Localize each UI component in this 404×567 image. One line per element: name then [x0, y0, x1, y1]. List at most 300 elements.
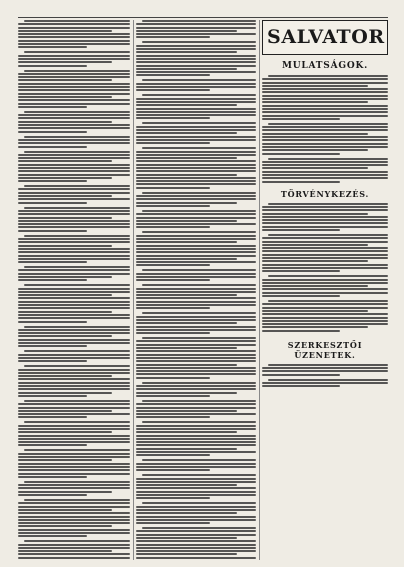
text-line — [18, 157, 130, 159]
text-line — [262, 82, 388, 84]
text-line — [18, 382, 130, 384]
text-line — [268, 158, 388, 160]
text-line — [136, 344, 256, 346]
text-line — [262, 317, 388, 319]
text-line — [18, 195, 112, 197]
text-line — [18, 304, 130, 306]
text-line — [262, 285, 368, 287]
text-line — [18, 413, 130, 415]
article-paragraph — [18, 20, 130, 48]
text-line — [268, 275, 388, 277]
text-line — [18, 213, 130, 215]
text-line — [262, 216, 388, 218]
text-line — [136, 98, 256, 100]
text-line — [18, 139, 130, 141]
text-line — [18, 410, 112, 412]
text-line — [18, 36, 130, 38]
article-paragraph — [136, 269, 256, 281]
text-line — [18, 522, 130, 524]
text-line — [18, 416, 87, 418]
text-line — [136, 126, 256, 128]
text-line — [136, 151, 256, 153]
text-line — [136, 377, 210, 379]
text-line — [262, 143, 388, 145]
text-line — [24, 185, 130, 187]
text-line — [136, 350, 256, 352]
text-line — [136, 519, 256, 521]
text-line — [262, 385, 340, 387]
article-paragraph — [262, 123, 388, 155]
text-line — [136, 174, 237, 176]
text-line — [18, 241, 130, 243]
text-line — [18, 311, 112, 313]
text-line — [18, 121, 112, 123]
text-line — [136, 516, 256, 518]
text-line — [18, 388, 130, 390]
text-line — [262, 310, 368, 312]
text-line — [262, 254, 388, 256]
text-line — [24, 540, 130, 542]
text-line — [136, 177, 256, 179]
text-line — [136, 276, 256, 278]
text-line — [136, 170, 256, 172]
article-paragraph — [18, 481, 130, 496]
text-line — [262, 111, 388, 113]
text-line — [136, 537, 237, 539]
article-paragraph — [136, 231, 256, 266]
text-line — [24, 481, 130, 483]
text-line — [18, 43, 130, 45]
article-paragraph — [18, 111, 130, 133]
text-line — [136, 553, 237, 555]
text-line — [136, 547, 256, 549]
text-line — [136, 466, 256, 468]
text-line — [18, 469, 130, 471]
column-divider — [133, 20, 134, 560]
text-line — [24, 207, 130, 209]
section-heading: MULATSÁGOK. — [281, 61, 369, 71]
text-line — [18, 99, 130, 101]
text-line — [268, 364, 388, 366]
text-line — [262, 244, 368, 246]
text-line — [136, 416, 210, 418]
text-line — [18, 276, 112, 278]
text-line — [136, 104, 237, 106]
text-line — [18, 335, 112, 337]
text-line — [136, 497, 210, 499]
article-paragraph — [262, 300, 388, 332]
text-line — [18, 378, 130, 380]
article-paragraph — [262, 75, 388, 120]
text-line — [18, 89, 130, 91]
text-line — [18, 188, 130, 190]
text-line — [18, 529, 130, 531]
text-line — [18, 220, 130, 222]
text-line — [136, 223, 256, 225]
text-line — [262, 382, 388, 384]
text-line — [136, 45, 256, 47]
text-line — [18, 291, 130, 293]
article-paragraph — [18, 499, 130, 537]
text-line — [262, 129, 388, 131]
text-line — [18, 76, 130, 78]
text-line — [18, 248, 130, 250]
text-line — [136, 48, 256, 50]
text-line — [262, 222, 388, 224]
text-line — [18, 238, 130, 240]
text-line — [18, 314, 130, 316]
text-line — [18, 466, 130, 468]
text-line — [18, 86, 130, 88]
text-line — [18, 392, 112, 394]
text-line — [262, 247, 388, 249]
text-line — [18, 226, 130, 228]
article-paragraph — [18, 326, 130, 348]
text-line — [18, 217, 112, 219]
text-line — [262, 206, 388, 208]
text-line — [136, 83, 256, 85]
text-line — [18, 307, 130, 309]
article-paragraph — [18, 400, 130, 418]
text-line — [136, 101, 256, 103]
text-line — [262, 95, 388, 97]
text-line — [262, 167, 368, 169]
text-line — [262, 171, 388, 173]
text-line — [136, 441, 256, 443]
text-line — [24, 70, 130, 72]
text-line — [18, 494, 87, 496]
text-line — [136, 385, 256, 387]
text-line — [18, 46, 87, 48]
text-line — [268, 379, 388, 381]
text-line — [268, 300, 388, 302]
text-line — [136, 111, 256, 113]
text-line — [18, 428, 130, 430]
text-line — [262, 213, 368, 215]
article-paragraph — [18, 266, 130, 281]
text-line — [262, 118, 340, 120]
text-line — [136, 238, 256, 240]
text-line — [142, 421, 256, 423]
text-line — [262, 241, 388, 243]
text-line — [18, 512, 130, 514]
text-line — [268, 123, 388, 125]
article-paragraph — [18, 421, 130, 446]
text-line — [18, 516, 130, 518]
text-line — [142, 269, 256, 271]
text-line — [262, 370, 388, 372]
text-line — [18, 453, 130, 455]
text-line — [262, 313, 388, 315]
text-line — [18, 174, 130, 176]
text-line — [18, 124, 130, 126]
text-line — [136, 65, 256, 67]
text-line — [136, 550, 256, 552]
text-line — [262, 264, 388, 266]
text-line — [136, 183, 256, 185]
text-line — [136, 322, 237, 324]
text-line — [18, 372, 130, 374]
text-line — [136, 448, 237, 450]
text-line — [18, 58, 130, 60]
text-line — [18, 40, 130, 42]
article-paragraph — [136, 474, 256, 499]
text-line — [262, 303, 388, 305]
text-line — [24, 20, 130, 22]
text-line — [136, 435, 256, 437]
text-line — [136, 291, 256, 293]
article-paragraph — [262, 203, 388, 231]
text-line — [136, 261, 256, 263]
article-paragraph — [18, 350, 130, 362]
text-line — [18, 288, 130, 290]
text-line — [18, 557, 130, 559]
text-line — [136, 226, 210, 228]
text-line — [18, 106, 87, 108]
text-line — [142, 382, 256, 384]
text-line — [136, 187, 210, 189]
text-line — [136, 108, 256, 110]
text-line — [18, 245, 112, 247]
text-line — [18, 339, 130, 341]
text-line — [262, 139, 388, 141]
text-line — [136, 160, 256, 162]
text-line — [136, 142, 210, 144]
text-line — [18, 459, 112, 461]
text-line — [262, 115, 388, 117]
text-line — [18, 342, 130, 344]
text-line — [262, 174, 388, 176]
text-line — [24, 449, 130, 451]
article-paragraph — [136, 382, 256, 397]
article-paragraph — [18, 235, 130, 263]
text-line — [262, 133, 368, 135]
text-line — [136, 241, 237, 243]
article-paragraph — [136, 94, 256, 119]
article-paragraph — [18, 70, 130, 108]
text-line — [136, 61, 256, 63]
text-line — [142, 459, 256, 461]
text-line — [262, 164, 388, 166]
text-line — [142, 337, 256, 339]
text-line — [18, 385, 130, 387]
text-line — [262, 126, 388, 128]
text-line — [262, 270, 340, 272]
text-line — [18, 476, 87, 478]
text-line — [136, 491, 256, 493]
text-line — [136, 478, 256, 480]
text-line — [142, 147, 256, 149]
ad-brand-name: SALVATOR — [267, 26, 385, 48]
text-line — [262, 374, 340, 376]
article-paragraph — [262, 275, 388, 297]
text-line — [18, 65, 87, 67]
text-line — [18, 269, 130, 271]
article-paragraph — [18, 51, 130, 66]
text-line — [18, 509, 112, 511]
text-line — [136, 413, 256, 415]
text-line — [136, 195, 256, 197]
text-line — [24, 51, 130, 53]
section-body — [262, 203, 388, 332]
text-line — [136, 288, 256, 290]
text-line — [268, 75, 388, 77]
text-line — [136, 180, 256, 182]
text-line — [18, 395, 87, 397]
text-line — [18, 297, 130, 299]
text-line — [262, 323, 388, 325]
text-line — [18, 375, 112, 377]
text-line — [136, 367, 256, 369]
text-line — [136, 154, 256, 156]
text-line — [24, 326, 130, 328]
text-line — [262, 320, 388, 322]
article-paragraph — [136, 79, 256, 91]
text-line — [18, 27, 130, 29]
article-paragraph — [136, 527, 256, 560]
article-paragraph — [136, 400, 256, 418]
text-line — [142, 527, 256, 529]
text-line — [136, 319, 256, 321]
text-line — [142, 502, 256, 504]
text-line — [136, 251, 256, 253]
article-paragraph — [136, 421, 256, 456]
text-line — [18, 484, 130, 486]
text-line — [136, 509, 256, 511]
text-line — [18, 154, 130, 156]
text-line — [262, 108, 388, 110]
text-line — [136, 487, 256, 489]
text-line — [262, 181, 340, 183]
text-line — [24, 365, 130, 367]
text-line — [136, 33, 256, 35]
text-line — [18, 403, 130, 405]
text-line — [136, 258, 237, 260]
text-line — [24, 136, 130, 138]
text-line — [136, 217, 256, 219]
text-line — [18, 93, 130, 95]
text-line — [136, 55, 256, 57]
text-line — [18, 506, 130, 508]
text-line — [136, 326, 256, 328]
text-line — [24, 350, 130, 352]
text-line — [262, 229, 340, 231]
text-line — [136, 407, 256, 409]
text-line — [136, 86, 256, 88]
text-line — [18, 180, 87, 182]
text-line — [262, 85, 368, 87]
text-line — [24, 284, 130, 286]
text-line — [262, 161, 388, 163]
text-line — [136, 58, 256, 60]
text-line — [18, 491, 112, 493]
text-line — [18, 142, 130, 144]
article-paragraph — [262, 158, 388, 183]
text-line — [18, 525, 112, 527]
text-line — [136, 357, 256, 359]
article-paragraph — [18, 449, 130, 477]
text-line — [24, 499, 130, 501]
text-line — [262, 105, 388, 107]
text-line — [262, 292, 388, 294]
text-line — [18, 279, 87, 281]
text-line — [136, 213, 256, 215]
text-line — [142, 192, 256, 194]
text-line — [18, 553, 130, 555]
text-line — [142, 312, 256, 314]
text-line — [136, 522, 210, 524]
text-line — [18, 131, 87, 133]
text-line — [18, 360, 87, 362]
text-line — [18, 30, 112, 32]
text-line — [136, 354, 256, 356]
text-line — [136, 273, 256, 275]
text-line — [136, 425, 256, 427]
text-line — [18, 321, 87, 323]
text-line — [18, 354, 130, 356]
section-body — [262, 364, 388, 387]
text-line — [18, 441, 130, 443]
text-line — [18, 431, 112, 433]
article-paragraph — [262, 364, 388, 376]
text-line — [136, 484, 237, 486]
text-line — [136, 202, 237, 204]
text-line — [136, 220, 237, 222]
text-line — [18, 487, 130, 489]
text-line — [136, 164, 256, 166]
text-line — [268, 203, 388, 205]
text-line — [18, 117, 130, 119]
text-line — [136, 557, 256, 559]
article-paragraph — [18, 136, 130, 148]
text-line — [18, 79, 112, 81]
column-divider — [259, 20, 260, 560]
text-line — [136, 370, 256, 372]
text-line — [24, 266, 130, 268]
text-line — [18, 73, 130, 75]
text-line — [18, 535, 87, 537]
text-line — [24, 421, 130, 423]
text-line — [136, 248, 256, 250]
text-line — [136, 132, 237, 134]
text-line — [136, 235, 256, 237]
text-line — [18, 463, 130, 465]
text-line — [18, 210, 130, 212]
article-paragraph — [262, 234, 388, 272]
text-line — [18, 317, 130, 319]
text-line — [18, 61, 112, 63]
text-line — [136, 506, 256, 508]
text-line — [136, 294, 237, 296]
text-line — [136, 438, 256, 440]
text-line — [136, 329, 256, 331]
article-paragraph — [136, 41, 256, 76]
text-line — [136, 114, 256, 116]
text-line — [262, 295, 340, 297]
article-paragraph — [136, 20, 256, 38]
article-paragraph — [136, 192, 256, 207]
text-line — [136, 255, 256, 257]
text-line — [18, 473, 130, 475]
text-line — [262, 288, 388, 290]
text-line — [136, 410, 237, 412]
text-line — [136, 74, 210, 76]
article-paragraph — [262, 379, 388, 388]
text-line — [142, 284, 256, 286]
section-body — [262, 75, 388, 183]
text-line — [136, 301, 256, 303]
text-line — [136, 494, 256, 496]
